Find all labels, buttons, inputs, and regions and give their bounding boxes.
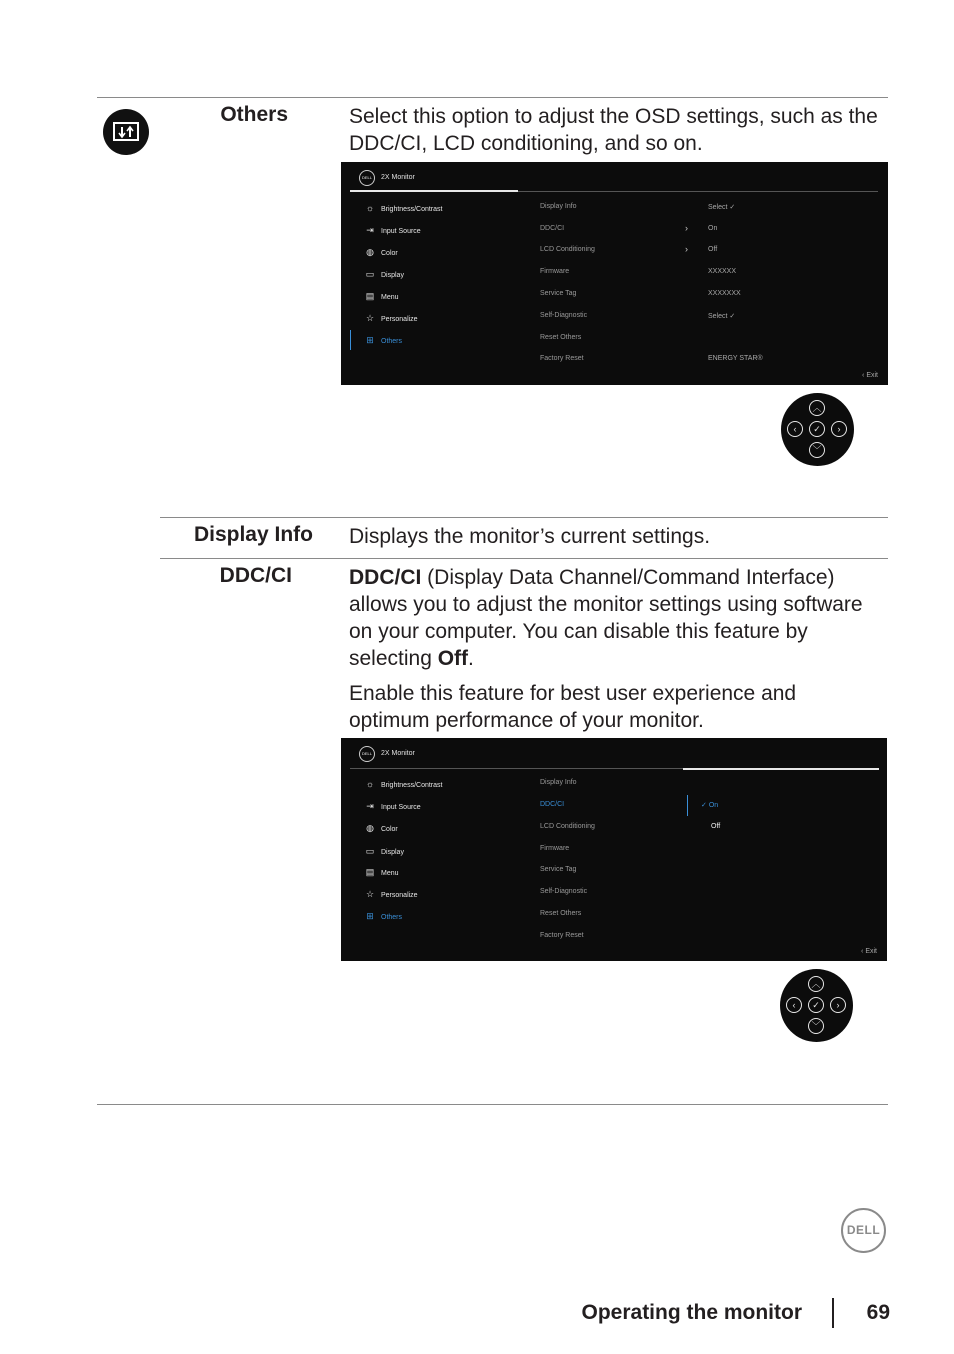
osd-title: 2X Monitor xyxy=(381,174,415,181)
dell-logo-icon: DELL xyxy=(841,1208,886,1253)
osd-title: 2X Monitor xyxy=(381,750,415,757)
input-source-icon: ⇥ xyxy=(366,801,374,811)
osd-exit: ‹ Exit xyxy=(862,372,878,379)
ddc-term: DDC/CI xyxy=(219,564,292,587)
osd-menu-item-personalize: ☆ Personalize xyxy=(363,889,418,900)
joystick-right-icon: › xyxy=(830,997,846,1013)
osd-sub-ddc-ci: DDC/CI xyxy=(540,225,565,232)
osd-header-line xyxy=(350,768,683,769)
check-icon: ✓ xyxy=(701,802,707,809)
osd-menu-item-others: ⊞ Others xyxy=(363,335,402,346)
footer-divider xyxy=(832,1298,834,1328)
chevron-right-icon: › xyxy=(685,244,688,254)
joystick-left-icon: ‹ xyxy=(787,421,803,437)
osd-menu-item-display: ▭ Display xyxy=(363,846,404,857)
display-icon: ▭ xyxy=(365,846,375,856)
osd-option-off: Off xyxy=(711,823,721,830)
joystick-left-icon: ‹ xyxy=(786,997,802,1013)
osd-sub-ddc-ci: DDC/CI xyxy=(540,801,565,808)
osd-sub-reset-others: Reset Others xyxy=(540,334,582,341)
osd-screenshot-others xyxy=(341,162,888,385)
others-icon: ⊞ xyxy=(366,911,374,921)
personalize-icon: ☆ xyxy=(365,889,375,899)
joystick-diagram xyxy=(780,969,853,1042)
osd-sub-factory-reset: Factory Reset xyxy=(540,932,584,939)
osd-menu-item-others: ⊞ Others xyxy=(363,911,402,922)
ddc-rule xyxy=(160,558,888,559)
osd-sub-firmware: Firmware xyxy=(540,268,570,275)
osd-sub-lcd-conditioning: LCD Conditioning xyxy=(540,823,595,830)
joystick-center-icon: ✓ xyxy=(808,997,824,1013)
brightness-icon: ☼ xyxy=(365,203,375,213)
menu-icon: ▤ xyxy=(365,867,375,877)
osd-menu-item-color: ◍ Color xyxy=(363,823,398,834)
color-icon: ◍ xyxy=(366,247,374,257)
osd-menu-item-input-source: ⇥ Input Source xyxy=(363,801,421,812)
osd-header-highlight xyxy=(683,768,879,770)
joystick-up-icon: ︿ xyxy=(809,400,825,416)
osd-value-service-tag: XXXXXXX xyxy=(708,290,741,297)
osd-value-self-diagnostic: Select ✓ xyxy=(708,313,736,320)
osd-sub-factory-reset: Factory Reset xyxy=(540,355,584,362)
osd-sub-reset-others: Reset Others xyxy=(540,910,582,917)
input-source-icon: ⇥ xyxy=(366,225,374,235)
display-info-description: Displays the monitor’s current settings. xyxy=(349,525,711,548)
ddc-description: DDC/CI (Display Data Channel/Command Interface) allows you to adjust the monitor settings using software on your computer. You can disable this feature by selecting Off. xyxy=(349,566,863,670)
osd-sub-display-info: Display Info xyxy=(540,779,577,786)
joystick-up-icon: ︿ xyxy=(808,976,824,992)
osd-screenshot-ddc-ci xyxy=(341,738,887,961)
page-number: 69 xyxy=(866,1301,890,1324)
others-term: Others xyxy=(220,103,288,126)
osd-sub-firmware: Firmware xyxy=(540,845,570,852)
bottom-rule xyxy=(97,1104,888,1105)
joystick-down-icon: ﹀ xyxy=(809,442,825,458)
dell-logo-icon: DELL xyxy=(359,170,375,186)
osd-sub-service-tag: Service Tag xyxy=(540,290,577,297)
osd-sub-service-tag: Service Tag xyxy=(540,866,577,873)
osd-menu-item-color: ◍ Color xyxy=(363,247,398,258)
osd-menu-item-input-source: ⇥ Input Source xyxy=(363,225,421,236)
color-icon: ◍ xyxy=(366,823,374,833)
osd-menu-item-personalize: ☆ Personalize xyxy=(363,313,418,324)
osd-option-on: ✓ On xyxy=(701,802,719,809)
others-description: Select this option to adjust the OSD settings, such as the DDC/CI, LCD conditioning, and so on. xyxy=(349,105,878,155)
chevron-left-icon: ‹ xyxy=(861,948,866,955)
others-icon xyxy=(103,109,149,155)
joystick-diagram xyxy=(781,393,854,466)
osd-sub-self-diagnostic: Self-Diagnostic xyxy=(540,312,588,319)
chevron-left-icon: ‹ xyxy=(862,372,867,379)
osd-menu-item-brightness: ☼ Brightness/Contrast xyxy=(363,203,442,213)
osd-value-lcd-conditioning: Off xyxy=(708,246,718,253)
osd-sub-display-info: Display Info xyxy=(540,203,577,210)
osd-exit: ‹ Exit xyxy=(861,948,877,955)
dell-logo-icon: DELL xyxy=(359,746,375,762)
display-info-rule xyxy=(160,517,888,518)
others-icon: ⊞ xyxy=(366,335,374,345)
osd-menu-item-brightness: ☼ Brightness/Contrast xyxy=(363,779,442,789)
osd-option-selection-bar xyxy=(687,795,688,816)
chevron-right-icon: › xyxy=(685,223,688,233)
joystick-right-icon: › xyxy=(831,421,847,437)
osd-selection-bar xyxy=(350,330,351,350)
osd-menu-item-display: ▭ Display xyxy=(363,269,404,280)
menu-icon: ▤ xyxy=(365,291,375,301)
personalize-icon: ☆ xyxy=(365,313,375,323)
display-icon: ▭ xyxy=(365,269,375,279)
ddc-description-2: Enable this feature for best user experience and optimum performance of your monitor. xyxy=(349,682,797,732)
osd-header-line xyxy=(518,191,878,192)
osd-sub-lcd-conditioning: LCD Conditioning xyxy=(540,246,595,253)
osd-header-highlight xyxy=(350,190,518,192)
brightness-icon: ☼ xyxy=(365,779,375,789)
osd-sub-self-diagnostic: Self-Diagnostic xyxy=(540,888,588,895)
top-rule xyxy=(97,97,888,98)
footer-section-title: Operating the monitor xyxy=(581,1301,802,1324)
display-info-term: Display Info xyxy=(193,523,313,546)
osd-value-display-info: Select ✓ xyxy=(708,204,736,211)
osd-value-firmware: XXXXXX xyxy=(708,268,737,275)
osd-menu-item-menu: ▤ Menu xyxy=(363,867,399,878)
joystick-down-icon: ﹀ xyxy=(808,1018,824,1034)
joystick-center-icon: ✓ xyxy=(809,421,825,437)
osd-menu-item-menu: ▤ Menu xyxy=(363,291,399,302)
osd-value-energy-star: ENERGY STAR® xyxy=(708,355,763,362)
osd-value-ddc-ci: On xyxy=(708,225,718,232)
